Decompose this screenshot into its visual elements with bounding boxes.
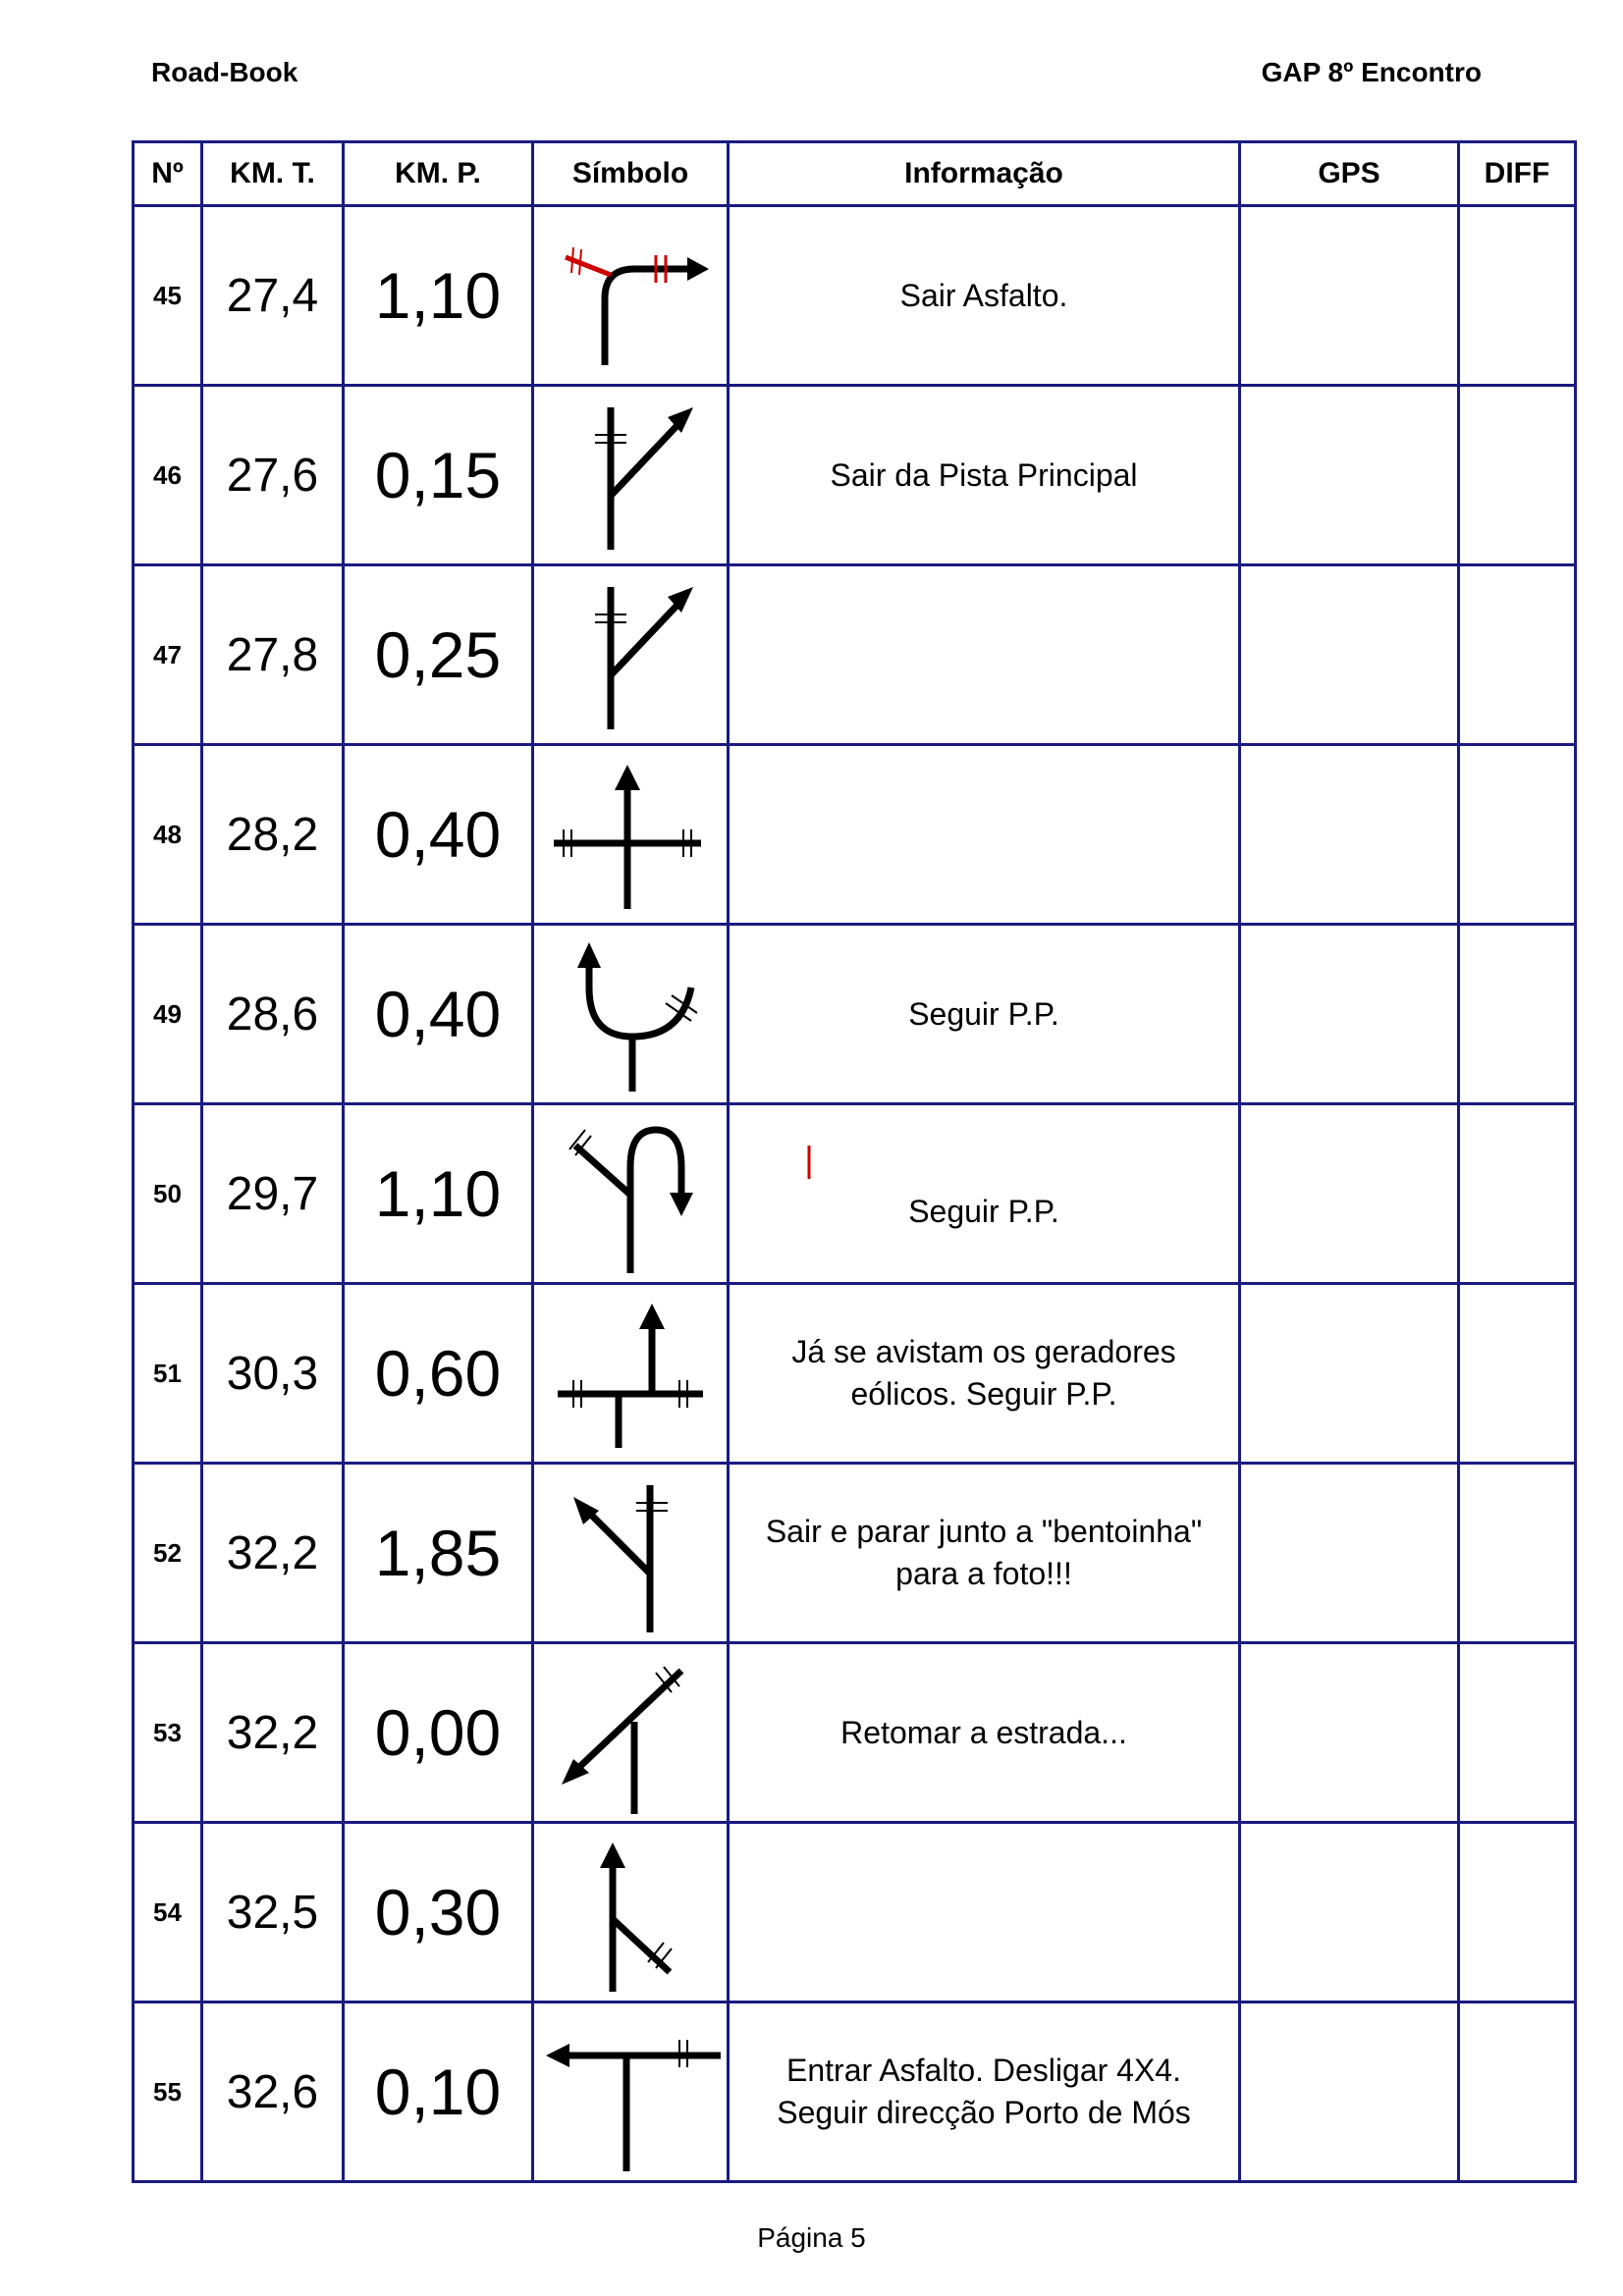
- cell-symbol: [533, 925, 729, 1104]
- cell-n: 54: [134, 1823, 202, 2002]
- cell-km-t: 32,5: [202, 1823, 344, 2002]
- cell-symbol: [533, 206, 729, 386]
- info-line: Sair Asfalto.: [899, 277, 1068, 313]
- cell-diff: [1459, 925, 1576, 1104]
- cell-km-t: 29,7: [202, 1104, 344, 1284]
- cell-info: [729, 925, 1240, 1104]
- cell-n: 55: [134, 2002, 202, 2182]
- header-title-left: Road-Book: [151, 57, 298, 87]
- cell-km-t: 27,4: [202, 206, 344, 386]
- info-line: Já se avistam os geradores: [791, 1334, 1176, 1369]
- cell-info: [729, 565, 1240, 745]
- cell-info: [729, 1643, 1240, 1823]
- crossroads-straight-icon: [534, 747, 727, 922]
- t-junction-straight-icon: [534, 1286, 727, 1461]
- cell-info: [729, 1464, 1240, 1643]
- cell-diff: [1459, 1464, 1576, 1643]
- y-junction-left-icon: [534, 927, 727, 1101]
- column-header-n: Nº: [134, 142, 202, 206]
- cell-km-p: 0,40: [344, 745, 533, 925]
- info-line: Sair e parar junto a "bentoinha": [765, 1514, 1203, 1549]
- cell-symbol: [533, 1284, 729, 1464]
- cell-info: [729, 2002, 1240, 2182]
- info-line: Seguir P.P.: [908, 995, 1059, 1032]
- cell-diff: [1459, 565, 1576, 745]
- cell-gps: [1240, 565, 1459, 745]
- roadbook-table: [132, 140, 1577, 2183]
- cell-gps: [1240, 386, 1459, 565]
- table-row: [134, 206, 1576, 386]
- cell-gps: [1240, 1823, 1459, 2002]
- column-header-diff: DIFF: [1459, 142, 1576, 206]
- cell-diff: [1459, 1284, 1576, 1464]
- cell-symbol: [533, 2002, 729, 2182]
- fork-right-icon: [534, 388, 727, 562]
- cell-km-p: 1,10: [344, 206, 533, 386]
- red-mark-icon: [804, 1146, 814, 1181]
- cell-km-t: 27,8: [202, 565, 344, 745]
- cell-gps: [1240, 2002, 1459, 2182]
- cell-km-p: 1,10: [344, 1104, 533, 1284]
- info-line: Seguir P.P.: [908, 1193, 1059, 1229]
- cell-diff: [1459, 1823, 1576, 2002]
- table-row: [134, 386, 1576, 565]
- table-row: [134, 2002, 1576, 2182]
- info-line: Sair da Pista Principal: [830, 456, 1138, 493]
- curve-right-leave-asphalt-icon: [534, 208, 727, 383]
- cell-km-t: 32,2: [202, 1464, 344, 1643]
- cell-km-p: 0,10: [344, 2002, 533, 2182]
- column-header-info: Informação: [729, 142, 1240, 206]
- column-header-km-p: KM. P.: [344, 142, 533, 206]
- table-row: [134, 1284, 1576, 1464]
- cell-diff: [1459, 386, 1576, 565]
- cell-diff: [1459, 206, 1576, 386]
- cell-km-p: 0,30: [344, 1823, 533, 2002]
- column-header-km-t: KM. T.: [202, 142, 344, 206]
- column-header-gps: GPS: [1240, 142, 1459, 206]
- cell-info: [729, 386, 1240, 565]
- table-row: [134, 565, 1576, 745]
- cell-km-t: 30,3: [202, 1284, 344, 1464]
- cell-symbol: [533, 745, 729, 925]
- cell-km-t: 32,2: [202, 1643, 344, 1823]
- fork-right-icon: [534, 567, 727, 742]
- page-number: Página 5: [757, 2222, 866, 2253]
- t-junction-left-icon: [534, 2004, 727, 2179]
- cell-diff: [1459, 745, 1576, 925]
- cell-gps: [1240, 1104, 1459, 1284]
- cell-n: 51: [134, 1284, 202, 1464]
- cell-n: 47: [134, 565, 202, 745]
- cell-diff: [1459, 2002, 1576, 2182]
- table-row: [134, 745, 1576, 925]
- cell-km-p: 0,60: [344, 1284, 533, 1464]
- table-row: [134, 1104, 1576, 1284]
- cell-info: [729, 1284, 1240, 1464]
- info-line: para a foto!!!: [895, 1556, 1072, 1591]
- cell-info: [729, 1104, 1240, 1284]
- cell-n: 46: [134, 386, 202, 565]
- cell-km-p: 0,40: [344, 925, 533, 1104]
- cell-symbol: [533, 1823, 729, 2002]
- table-row: [134, 925, 1576, 1104]
- cell-gps: [1240, 745, 1459, 925]
- column-header-symbol: Símbolo: [533, 142, 729, 206]
- cell-info: [729, 206, 1240, 386]
- cell-km-t: 32,6: [202, 2002, 344, 2182]
- cell-n: 49: [134, 925, 202, 1104]
- cell-n: 52: [134, 1464, 202, 1643]
- info-line: Seguir direcção Porto de Mós: [777, 2095, 1191, 2130]
- cell-info: [729, 745, 1240, 925]
- cell-km-t: 28,6: [202, 925, 344, 1104]
- header-title-right: GAP 8º Encontro: [1261, 57, 1482, 87]
- cell-gps: [1240, 925, 1459, 1104]
- info-line: Entrar Asfalto. Desligar 4X4.: [786, 2053, 1181, 2088]
- cell-symbol: [533, 565, 729, 745]
- cell-n: 50: [134, 1104, 202, 1284]
- table-header-row: [134, 142, 1576, 206]
- cell-gps: [1240, 206, 1459, 386]
- diagonal-left-icon: [534, 1645, 727, 1820]
- cell-gps: [1240, 1284, 1459, 1464]
- cell-n: 48: [134, 745, 202, 925]
- info-line: eólicos. Seguir P.P.: [850, 1376, 1117, 1412]
- info-line: Retomar a estrada...: [840, 1714, 1127, 1750]
- cell-symbol: [533, 1104, 729, 1284]
- cell-symbol: [533, 386, 729, 565]
- cell-n: 53: [134, 1643, 202, 1823]
- cell-km-p: 0,00: [344, 1643, 533, 1823]
- hairpin-right-icon: [534, 1106, 727, 1281]
- cell-km-p: 1,85: [344, 1464, 533, 1643]
- cell-symbol: [533, 1643, 729, 1823]
- cell-n: 45: [134, 206, 202, 386]
- table-row: [134, 1643, 1576, 1823]
- cell-km-p: 0,15: [344, 386, 533, 565]
- cell-diff: [1459, 1643, 1576, 1823]
- branch-straight-icon: [534, 1825, 727, 2000]
- cell-symbol: [533, 1464, 729, 1643]
- cell-km-t: 28,2: [202, 745, 344, 925]
- table-row: [134, 1823, 1576, 2002]
- cell-info: [729, 1823, 1240, 2002]
- fork-left-icon: [534, 1466, 727, 1640]
- cell-diff: [1459, 1104, 1576, 1284]
- cell-km-p: 0,25: [344, 565, 533, 745]
- cell-gps: [1240, 1464, 1459, 1643]
- table-row: [134, 1464, 1576, 1643]
- cell-gps: [1240, 1643, 1459, 1823]
- cell-km-t: 27,6: [202, 386, 344, 565]
